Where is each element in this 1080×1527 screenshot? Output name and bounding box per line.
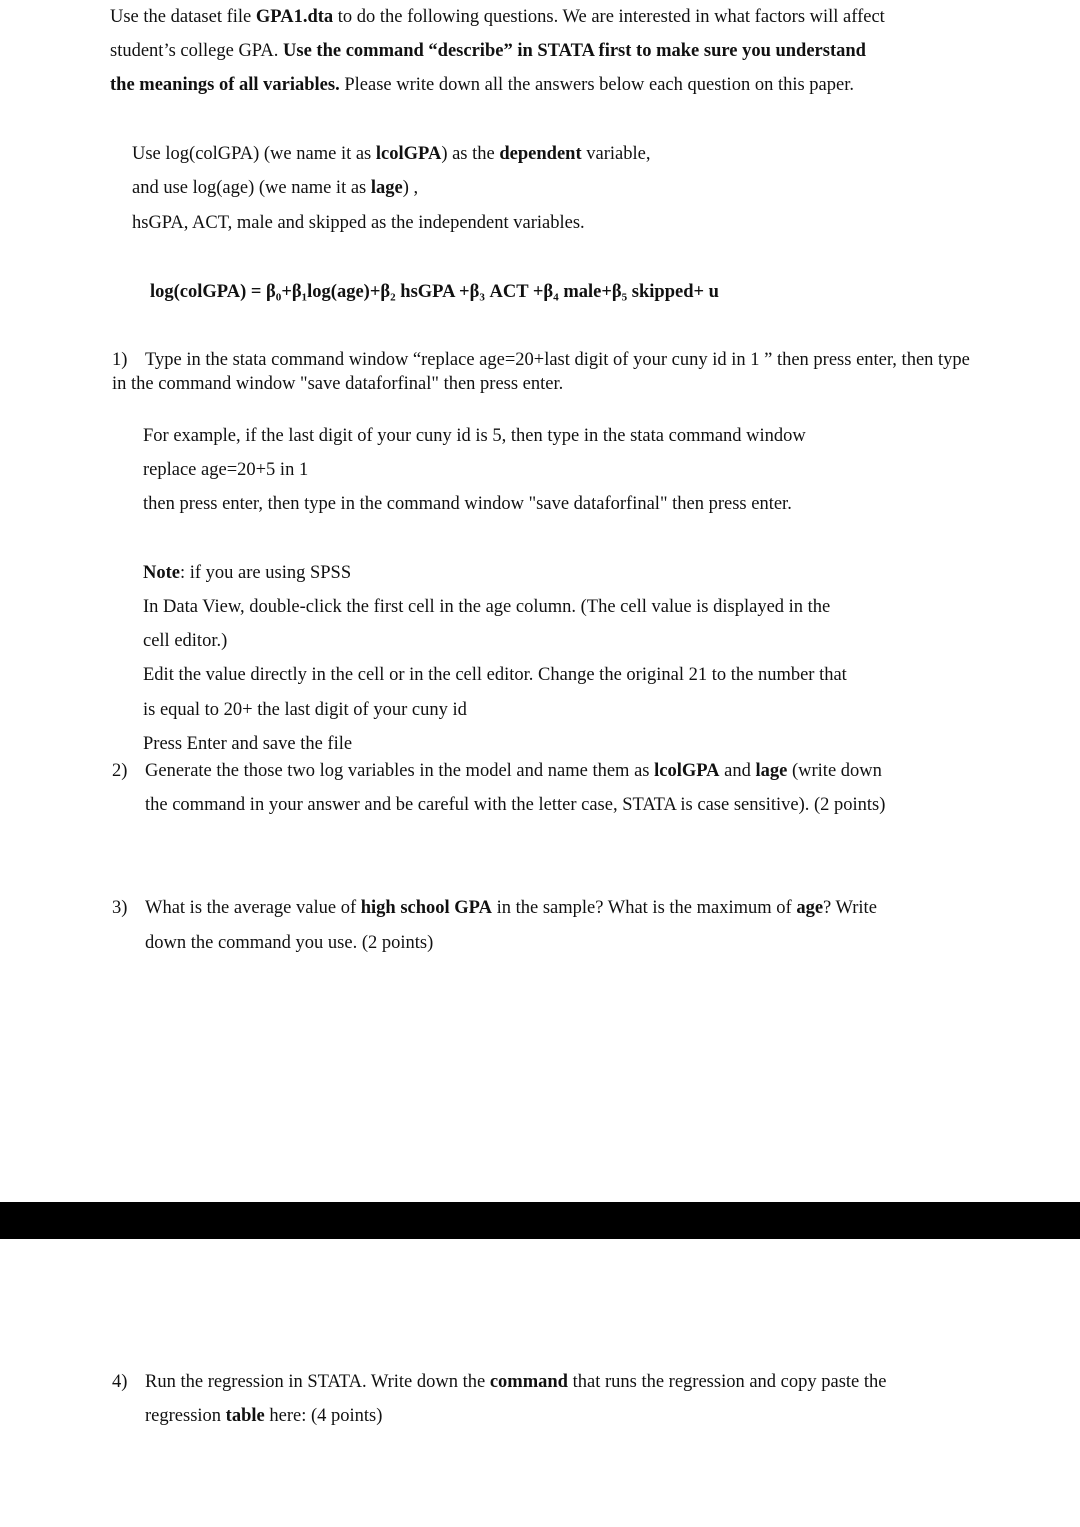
q2-line-1: Generate the those two log variables in the model and name them as lcolGPA and lage (write down [145,761,882,781]
q1-note: Note: if you are using SPSS [143,563,352,583]
setup-line-2: and use log(age) (we name it as lage) , [132,178,419,198]
regression-equation: log(colGPA) = β₀+β₁log(age)+β₂ hsGPA +β₃ ACT +β₄ male+β₅ skipped+ u [150,282,719,302]
q2-line-2: the command in your answer and be careful with the letter case, STATA is case sensitive). (2 points) [145,795,886,815]
q4-line-1: Run the regression in STATA. Write down the command that runs the regression and copy paste the [145,1372,887,1392]
q1-note-line-1: In Data View, double-click the first cell in the age column. (The cell value is displayed in the [143,597,831,617]
q1-note-line-3: Edit the value directly in the cell or in the cell editor. Change the original 21 to the number that [143,665,847,685]
q1-number: 1) [112,350,128,370]
intro-text: Use the dataset file GPA1.dta to do the following questions. We are interested in what factors will affect [110,7,885,27]
q3-line-1: What is the average value of high school GPA in the sample? What is the maximum of age? Write [145,898,877,918]
q1-line-2: in the command window "save dataforfinal" then press enter. [112,374,564,394]
q1-line-1: Type in the stata command window “replace age=20+last digit of your cuny id in 1 ” then press enter, then type [145,350,970,370]
q1-note-line-4: is equal to 20+ the last digit of your cuny id [143,700,467,720]
q1-note-line-2: cell editor.) [143,631,228,651]
intro-line-2: student’s college GPA. Use the command “describe” in STATA first to make sure you understand [110,41,866,61]
q4-number: 4) [112,1372,128,1392]
q3-number: 3) [112,898,128,918]
setup-line-3: hsGPA, ACT, male and skipped as the independent variables. [132,213,585,233]
q1-example-line-1: For example, if the last digit of your cuny id is 5, then type in the stata command window [143,426,806,446]
q4-line-2: regression table here: (4 points) [145,1406,383,1426]
intro-line-3: the meanings of all variables. Please write down all the answers below each question on this paper. [110,75,854,95]
q2-number: 2) [112,761,128,781]
intro-line-1 [110,6,957,28]
page-break-bar [0,1202,1080,1239]
setup-line-1: Use log(colGPA) (we name it as lcolGPA) as the dependent variable, [132,144,651,164]
q1-example-line-2: replace age=20+5 in 1 [143,460,309,480]
q1-note-line-5: Press Enter and save the file [143,734,353,754]
q1-example-line-3: then press enter, then type in the command window "save dataforfinal" then press enter. [143,494,792,514]
q3-line-2: down the command you use. (2 points) [145,933,434,953]
